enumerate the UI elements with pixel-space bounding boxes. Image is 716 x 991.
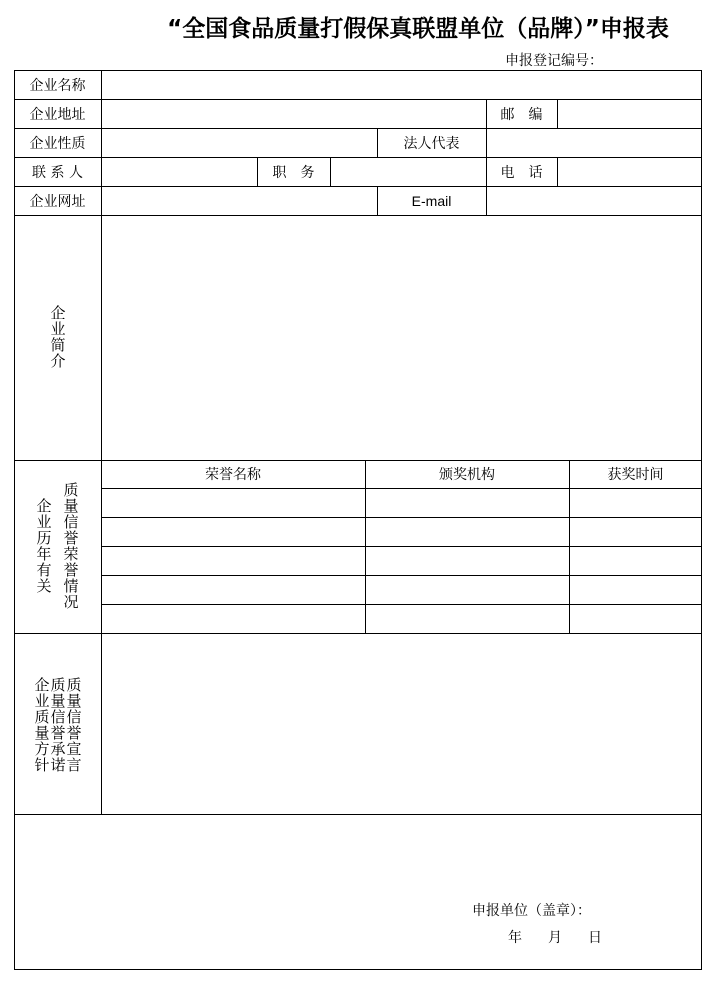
- quality-policy-label: 企业质量方针: [34, 676, 50, 774]
- company-intro-label: 企业简介: [50, 304, 66, 370]
- contact-field[interactable]: [103, 159, 256, 185]
- award-org-header: 颁奖机构: [439, 467, 495, 483]
- day-label: 日: [588, 930, 602, 946]
- contact-label: 联 系 人: [32, 164, 83, 181]
- month-label: 月: [548, 930, 562, 946]
- honors-label-left: 企业历年有关: [36, 497, 52, 595]
- company-address-label: 企业地址: [29, 106, 86, 123]
- phone-label: 电 话: [500, 164, 543, 181]
- website-label: 企业网址: [29, 193, 86, 210]
- phone-field[interactable]: [559, 159, 700, 185]
- company-name-label: 企业名称: [29, 77, 86, 94]
- company-name-field[interactable]: [103, 72, 700, 98]
- position-field[interactable]: [332, 159, 485, 185]
- company-type-field[interactable]: [103, 130, 376, 156]
- registration-number-label: 申报登记编号：: [505, 53, 603, 69]
- award-time-header: 获奖时间: [607, 467, 664, 483]
- email-field[interactable]: [488, 188, 700, 214]
- legal-rep-field[interactable]: [488, 130, 700, 156]
- company-address-field[interactable]: [103, 101, 485, 127]
- legal-rep-label: 法人代表: [403, 135, 460, 152]
- company-intro-field[interactable]: [103, 217, 700, 458]
- quality-commitment-label: 质量信誉承诺: [50, 676, 66, 774]
- honor-name-header: 荣誉名称: [205, 467, 261, 483]
- honors-label-right: 质量信誉荣誉情况: [63, 481, 79, 611]
- form-title: “全国食品质量打假保真联盟单位（品牌）”申报表: [167, 16, 669, 42]
- company-type-label: 企业性质: [29, 135, 86, 152]
- quality-declaration-label: 质量信誉宣言: [66, 676, 82, 774]
- pledge-field[interactable]: [103, 635, 700, 812]
- applicant-seal-label: 申报单位（盖章）：: [472, 903, 591, 919]
- year-label: 年: [508, 930, 522, 946]
- website-field[interactable]: [103, 188, 376, 214]
- postcode-label: 邮 编: [500, 106, 543, 123]
- position-label: 职 务: [272, 164, 315, 181]
- email-label: E-mail: [411, 192, 452, 209]
- postcode-field[interactable]: [559, 101, 700, 127]
